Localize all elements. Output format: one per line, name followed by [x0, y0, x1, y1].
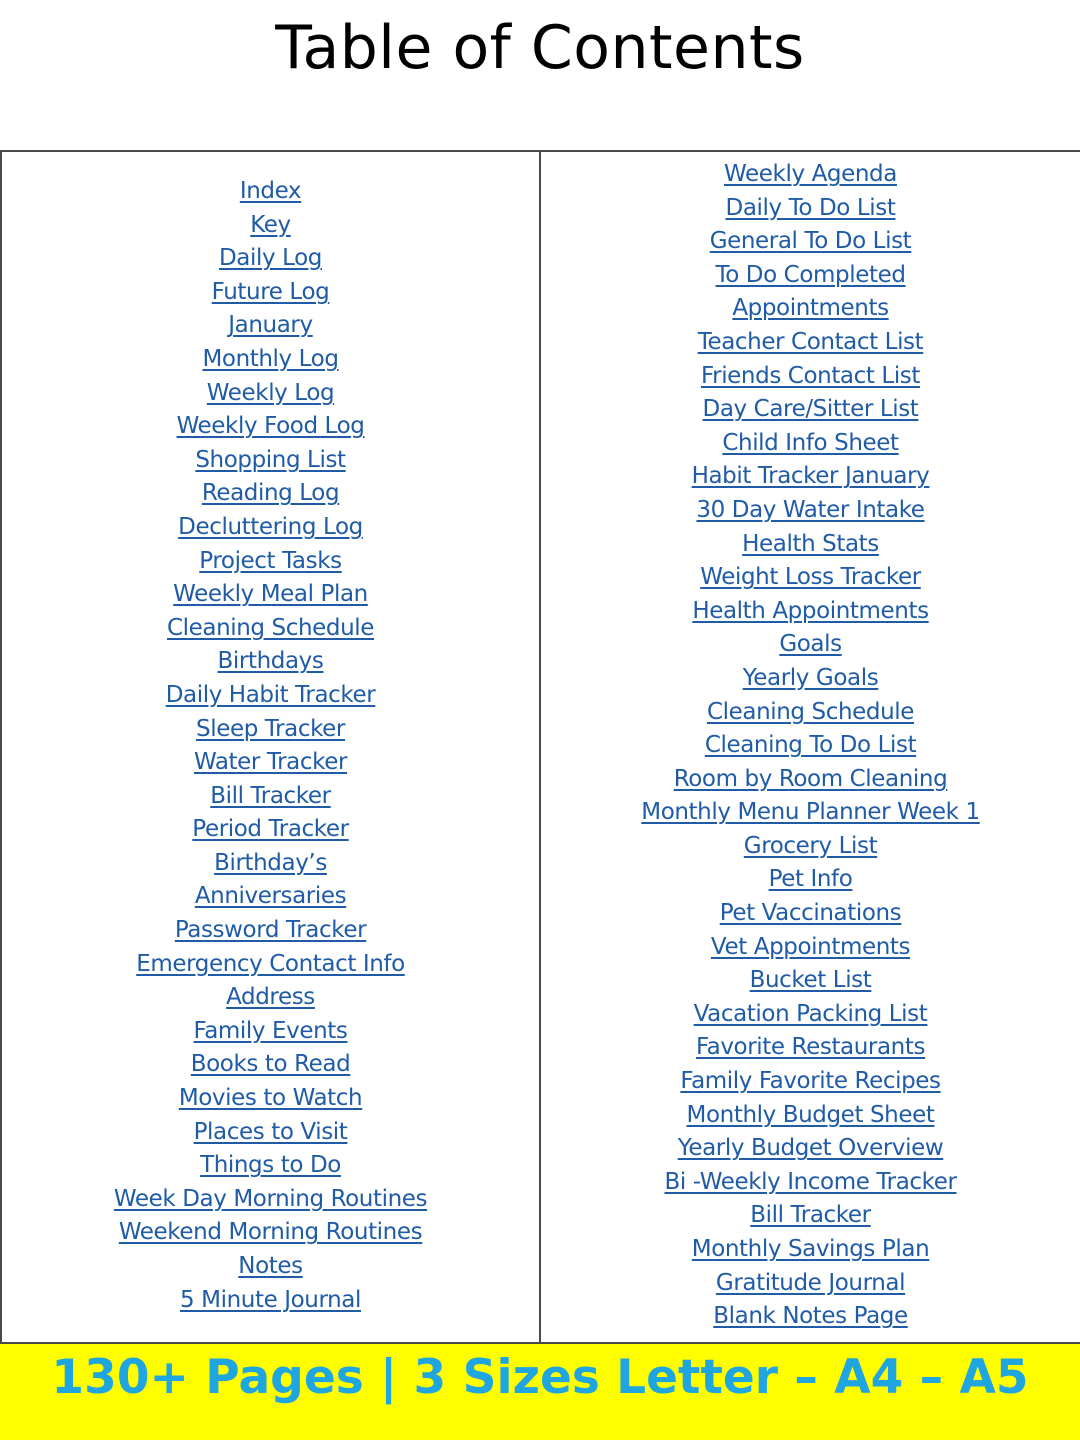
toc-link-favorite-restaurants[interactable]: Favorite Restaurants: [695, 1034, 926, 1061]
toc-link-weekly-meal-plan[interactable]: Weekly Meal Plan: [173, 581, 368, 608]
toc-entry: [2, 545, 539, 579]
toc-link-habit-tracker-january[interactable]: Habit Tracker January: [691, 463, 930, 490]
toc-entry: [2, 175, 539, 209]
toc-link-gratitude-journal[interactable]: Gratitude Journal: [715, 1269, 906, 1296]
toc-entry: [541, 292, 1080, 326]
toc-link-movies-to-watch[interactable]: Movies to Watch: [178, 1085, 363, 1112]
toc-entry: [2, 746, 539, 780]
toc-entry: [541, 964, 1080, 998]
toc-link-password-tracker[interactable]: Password Tracker: [174, 917, 367, 944]
toc-entry: [541, 1300, 1080, 1334]
toc-link-monthly-log[interactable]: Monthly Log: [202, 345, 339, 372]
toc-entry: [541, 1132, 1080, 1166]
toc-link-future-log[interactable]: Future Log: [211, 278, 330, 305]
toc-link-sleep-tracker[interactable]: Sleep Tracker: [196, 715, 345, 742]
toc-link-blank-notes-page[interactable]: Blank Notes Page: [713, 1303, 908, 1330]
toc-entry: [2, 1183, 539, 1217]
toc-link-pet-vaccinations[interactable]: Pet Vaccinations: [719, 900, 902, 927]
toc-link-bi-weekly-income-tracker[interactable]: Bi -Weekly Income Tracker: [664, 1168, 957, 1195]
toc-entry: [541, 628, 1080, 662]
toc-entry: [2, 645, 539, 679]
toc-entry: [541, 897, 1080, 931]
toc-link-books-to-read[interactable]: Books to Read: [190, 1051, 351, 1078]
toc-link-bill-tracker[interactable]: Bill Tracker: [210, 782, 331, 809]
toc-entry: [541, 561, 1080, 595]
toc-link-family-favorite-recipes[interactable]: Family Favorite Recipes: [680, 1068, 941, 1095]
toc-link-daily-log[interactable]: Daily Log: [219, 245, 322, 272]
toc-link-weight-loss-tracker[interactable]: Weight Loss Tracker: [700, 564, 921, 591]
toc-link-30-day-water-intake[interactable]: 30 Day Water Intake: [696, 496, 925, 523]
toc-entry: [541, 1099, 1080, 1133]
toc-entry: [2, 309, 539, 343]
toc-entry: [2, 914, 539, 948]
toc-link-places-to-visit[interactable]: Places to Visit: [193, 1118, 348, 1145]
toc-entry: [541, 662, 1080, 696]
toc-link-index[interactable]: Index: [239, 178, 302, 204]
toc-link-birthday-s[interactable]: Birthday’s: [214, 849, 327, 876]
toc-entry: [2, 1015, 539, 1049]
toc-entry: [2, 444, 539, 478]
banner-text: 130+ Pages | 3 Sizes Letter – A4 – A5: [51, 1350, 1029, 1405]
toc-entry: [541, 1267, 1080, 1301]
toc-entry: [541, 1065, 1080, 1099]
toc-link-monthly-savings-plan[interactable]: Monthly Savings Plan: [691, 1236, 930, 1262]
toc-link-water-tracker[interactable]: Water Tracker: [193, 749, 348, 776]
toc-link-birthdays[interactable]: Birthdays: [217, 648, 324, 675]
toc-entry: [2, 209, 539, 243]
toc-entry: [2, 847, 539, 881]
toc-link-teacher-contact-list[interactable]: Teacher Contact List: [697, 328, 924, 355]
toc-link-monthly-menu-planner-week-1[interactable]: Monthly Menu Planner Week 1: [641, 799, 980, 826]
toc-entry: [2, 1149, 539, 1183]
toc-link-weekly-food-log[interactable]: Weekly Food Log: [176, 413, 365, 440]
toc-entry: [541, 1199, 1080, 1233]
toc-link-week-day-morning-routines[interactable]: Week Day Morning Routines: [113, 1185, 428, 1212]
toc-entry: [541, 830, 1080, 864]
toc-entry: [541, 595, 1080, 629]
toc-link-january[interactable]: January: [228, 312, 313, 339]
toc-link-cleaning-to-do-list[interactable]: Cleaning To Do List: [704, 732, 917, 759]
toc-link-daily-to-do-list[interactable]: Daily To Do List: [725, 194, 896, 221]
toc-link-cleaning-schedule[interactable]: Cleaning Schedule: [706, 698, 915, 725]
toc-entry: [541, 696, 1080, 730]
toc-entry: [541, 393, 1080, 427]
toc-entry: [2, 1116, 539, 1150]
toc-link-to-do-completed[interactable]: To Do Completed: [715, 261, 906, 288]
toc-link-decluttering-log[interactable]: Decluttering Log: [178, 513, 363, 540]
toc-entry: [541, 192, 1080, 226]
toc-entry: [2, 477, 539, 511]
toc-entry: [2, 1250, 539, 1284]
toc-link-things-to-do[interactable]: Things to Do: [200, 1152, 341, 1179]
toc-entry: [2, 948, 539, 982]
toc-entry: [2, 612, 539, 646]
toc-link-general-to-do-list[interactable]: General To Do List: [709, 228, 912, 255]
toc-entry: [2, 1284, 539, 1318]
toc-link-5-minute-journal[interactable]: 5 Minute Journal: [180, 1286, 361, 1313]
toc-link-bill-tracker[interactable]: Bill Tracker: [750, 1202, 871, 1229]
toc-entry: [541, 494, 1080, 528]
page-title: Table of Contents: [275, 13, 805, 83]
toc-entry: [2, 780, 539, 814]
toc-entry: [541, 796, 1080, 830]
toc-link-project-tasks[interactable]: Project Tasks: [199, 547, 342, 574]
toc-link-vet-appointments[interactable]: Vet Appointments: [710, 933, 911, 960]
toc-link-friends-contact-list[interactable]: Friends Contact List: [700, 362, 921, 389]
toc-entry: [2, 1216, 539, 1250]
toc-link-yearly-budget-overview[interactable]: Yearly Budget Overview: [677, 1135, 944, 1162]
toc-link-weekend-morning-routines[interactable]: Weekend Morning Routines: [118, 1219, 423, 1246]
toc-entry: [541, 225, 1080, 259]
toc-link-shopping-list[interactable]: Shopping List: [195, 446, 346, 473]
pages-sizes-banner: [0, 1342, 1080, 1440]
toc-entry: [541, 763, 1080, 797]
toc-entry: [541, 158, 1080, 192]
toc-link-family-events[interactable]: Family Events: [193, 1017, 348, 1044]
toc-entry: [2, 377, 539, 411]
toc-entry: [541, 1031, 1080, 1065]
toc-link-weekly-log[interactable]: Weekly Log: [206, 379, 335, 406]
toc-entry: [2, 276, 539, 310]
toc-link-reading-log[interactable]: Reading Log: [201, 480, 340, 507]
toc-entry: [541, 863, 1080, 897]
toc-entry: [2, 578, 539, 612]
toc-link-daily-habit-tracker[interactable]: Daily Habit Tracker: [165, 681, 376, 708]
toc-link-vacation-packing-list[interactable]: Vacation Packing List: [693, 1000, 928, 1027]
toc-entry: [2, 410, 539, 444]
toc-link-day-care-sitter-list[interactable]: Day Care/Sitter List: [702, 396, 919, 423]
toc-entry: [2, 713, 539, 747]
toc-entry: [541, 259, 1080, 293]
toc-entry: [2, 511, 539, 545]
toc-link-notes[interactable]: Notes: [238, 1253, 303, 1279]
toc-link-yearly-goals[interactable]: Yearly Goals: [742, 664, 879, 691]
toc-link-anniversaries[interactable]: Anniversaries: [194, 883, 347, 910]
toc-entry: [541, 460, 1080, 494]
toc-link-emergency-contact-info[interactable]: Emergency Contact Info: [136, 950, 405, 977]
toc-right-column: [541, 158, 1080, 1334]
toc-entry: [2, 880, 539, 914]
toc-entry: [2, 242, 539, 276]
toc-left-column: [2, 175, 539, 1317]
toc-entry: [541, 1233, 1080, 1267]
toc-entry: [2, 1082, 539, 1116]
toc-entry: [2, 981, 539, 1015]
toc-entry: [541, 729, 1080, 763]
toc-entry: [541, 427, 1080, 461]
toc-entry: [541, 1166, 1080, 1200]
toc-link-cleaning-schedule[interactable]: Cleaning Schedule: [166, 614, 375, 641]
toc-link-room-by-room-cleaning[interactable]: Room by Room Cleaning: [673, 765, 948, 792]
toc-link-child-info-sheet[interactable]: Child Info Sheet: [722, 429, 899, 456]
toc-entry: [541, 528, 1080, 562]
toc-link-address[interactable]: Address: [226, 984, 315, 1011]
toc-link-pet-info[interactable]: Pet Info: [768, 866, 853, 893]
toc-entry: [2, 343, 539, 377]
toc-link-weekly-agenda[interactable]: Weekly Agenda: [724, 161, 897, 187]
toc-entry: [2, 679, 539, 713]
toc-link-grocery-list[interactable]: Grocery List: [743, 832, 878, 859]
toc-link-health-appointments[interactable]: Health Appointments: [692, 597, 929, 624]
toc-link-period-tracker[interactable]: Period Tracker: [192, 816, 349, 843]
toc-entry: [2, 1048, 539, 1082]
toc-link-appointments[interactable]: Appointments: [732, 295, 889, 322]
toc-link-key[interactable]: Key: [250, 211, 291, 238]
toc-entry: [2, 813, 539, 847]
toc-entry: [541, 360, 1080, 394]
toc-entry: [541, 931, 1080, 965]
toc-link-goals[interactable]: Goals: [779, 631, 842, 658]
toc-link-health-stats[interactable]: Health Stats: [742, 530, 879, 557]
toc-entry: [541, 326, 1080, 360]
toc-link-bucket-list[interactable]: Bucket List: [749, 967, 872, 994]
toc-link-monthly-budget-sheet[interactable]: Monthly Budget Sheet: [686, 1101, 935, 1128]
toc-entry: [541, 998, 1080, 1032]
